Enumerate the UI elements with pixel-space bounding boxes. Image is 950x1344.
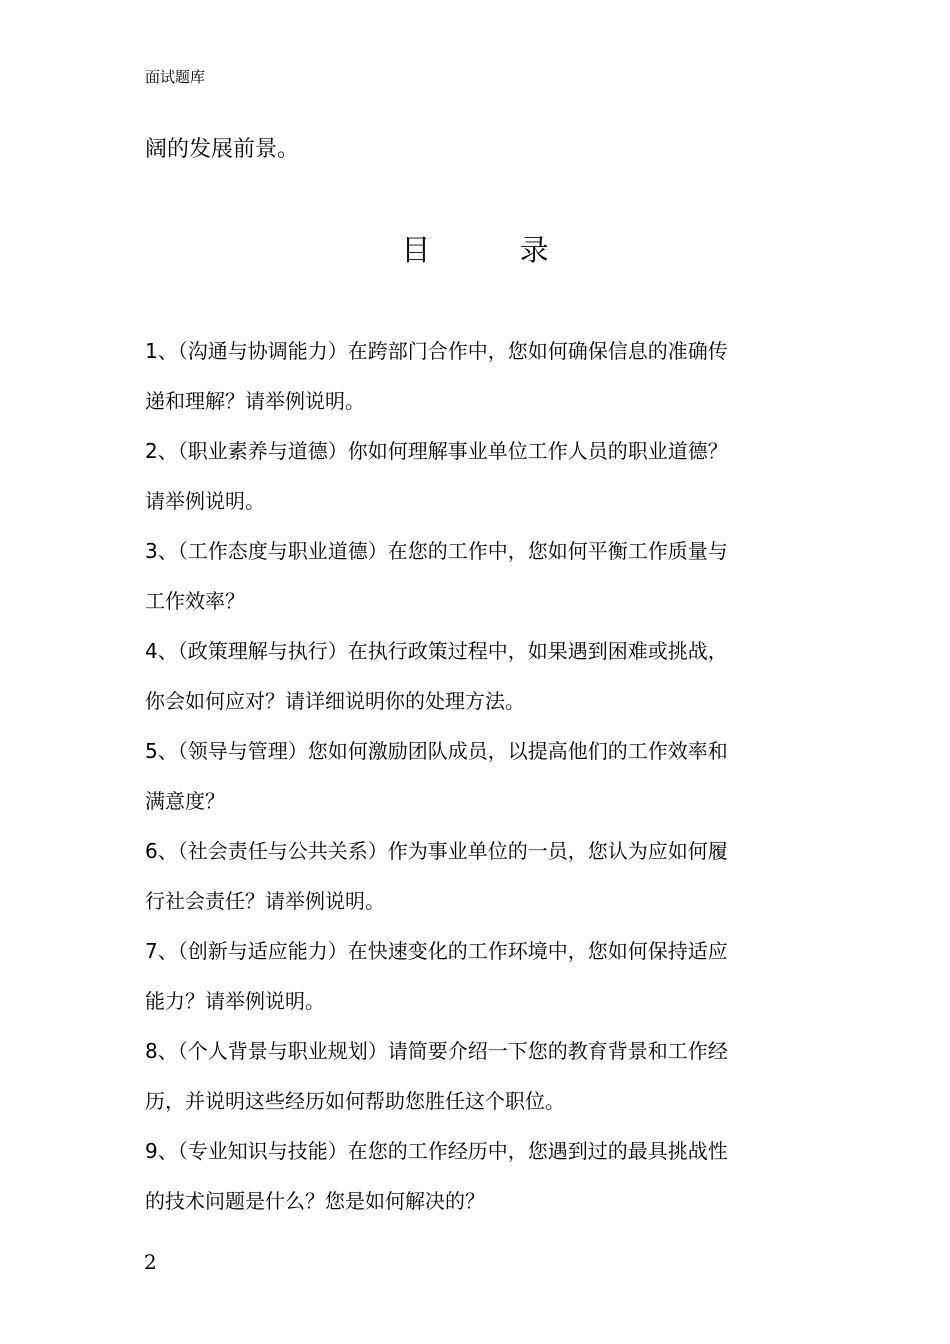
toc-item-9 — [145, 1132, 810, 1232]
toc-item-text-line: 3、（工作态度与职业道德）在您的工作中，您如何平衡工作质量与 — [145, 539, 728, 563]
toc-item-8 — [145, 1032, 810, 1132]
toc-item-text-line: 7、（创新与适应能力）在快速变化的工作环境中，您如何保持适应 — [145, 939, 728, 963]
toc-title: 目 录 — [401, 233, 589, 267]
page-header: 面试题库 — [145, 68, 206, 86]
toc-item-text-line: 行社会责任？请举例说明。 — [145, 889, 385, 913]
toc-item-text-line: 满意度？ — [145, 789, 225, 813]
toc-item-text-line: 你会如何应对？请详细说明你的处理方法。 — [145, 689, 525, 713]
toc-item-text-line: 8、（个人背景与职业规划）请简要介绍一下您的教育背景和工作经 — [145, 1039, 728, 1063]
toc-item-7 — [145, 932, 810, 1032]
toc-item-text-line: 工作效率？ — [145, 589, 245, 613]
toc-item-text-line: 2、（职业素养与道德）你如何理解事业单位工作人员的职业道德？ — [145, 439, 728, 463]
toc-item-1 — [145, 332, 810, 432]
toc-item-text-line: 4、（政策理解与执行）在执行政策过程中，如果遇到困难或挑战， — [145, 639, 728, 663]
toc-item-5 — [145, 732, 810, 832]
continuation-paragraph: 阔的发展前景。 — [145, 137, 300, 162]
toc-item-text-line: 9、（专业知识与技能）在您的工作经历中，您遇到过的最具挑战性 — [145, 1139, 728, 1163]
toc-item-text-line: 能力？请举例说明。 — [145, 989, 325, 1013]
toc-item-2 — [145, 432, 810, 532]
toc-item-text-line: 1、（沟通与协调能力）在跨部门合作中，您如何确保信息的准确传 — [145, 339, 728, 363]
toc-item-text-line: 递和理解？请举例说明。 — [145, 389, 365, 413]
toc-item-text-line: 请举例说明。 — [145, 489, 265, 513]
page-number: 2 — [144, 1250, 157, 1274]
toc-item-text-line: 历，并说明这些经历如何帮助您胜任这个职位。 — [145, 1089, 565, 1113]
toc-item-3 — [145, 532, 810, 632]
toc-item-6 — [145, 832, 810, 932]
toc-item-text-line: 的技术问题是什么？您是如何解决的？ — [145, 1189, 485, 1213]
toc-list — [145, 332, 810, 1232]
toc-item-4 — [145, 632, 810, 732]
toc-item-text-line: 6、（社会责任与公共关系）作为事业单位的一员，您认为应如何履 — [145, 839, 728, 863]
toc-item-text-line: 5、（领导与管理）您如何激励团队成员，以提高他们的工作效率和 — [145, 739, 728, 763]
